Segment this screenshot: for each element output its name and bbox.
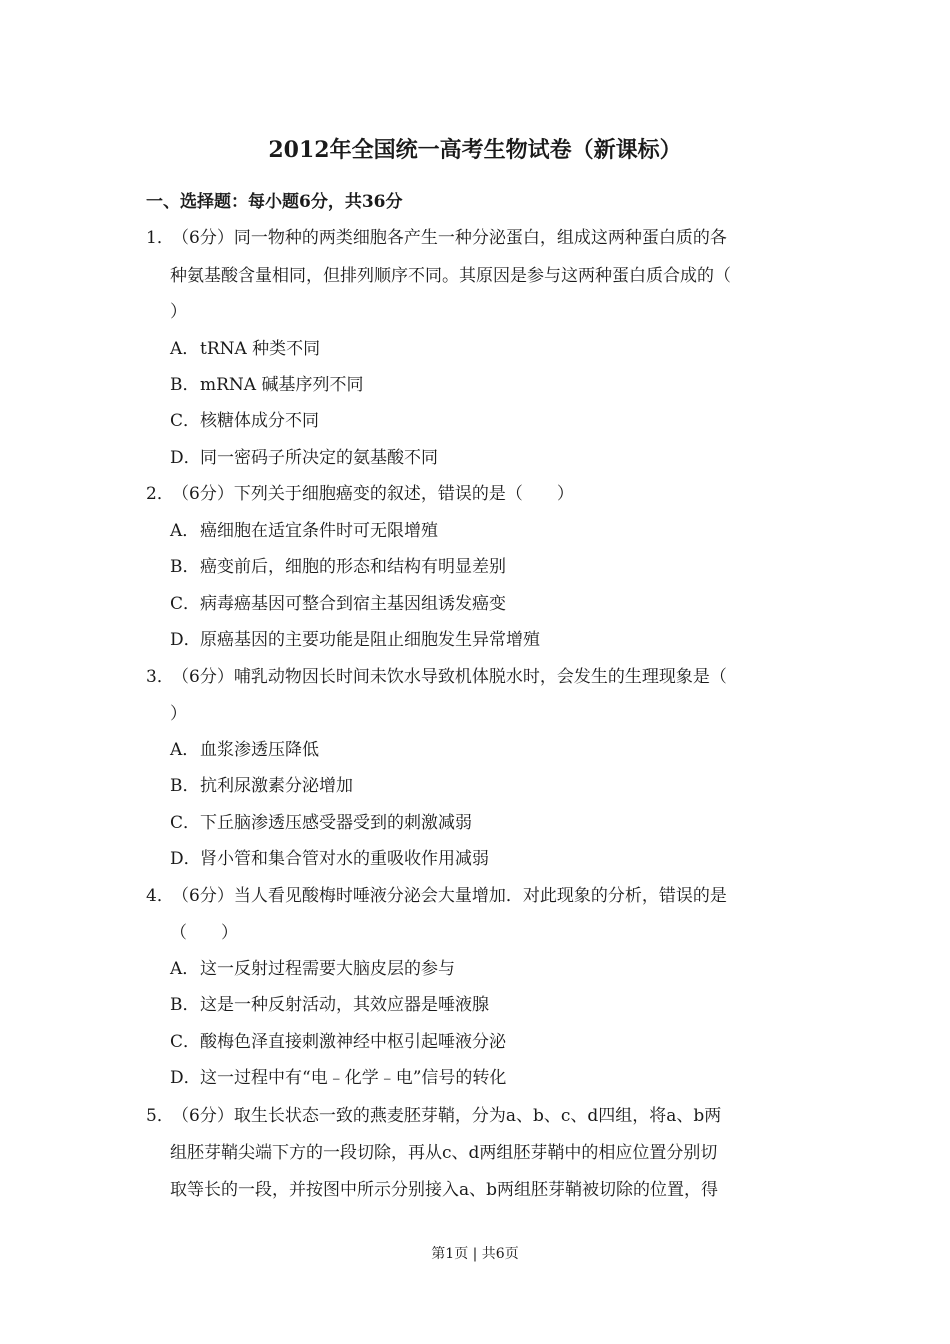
question-text: 种氨基酸含量相同，但排列顺序不同。其原因是参与这两种蛋白质合成的（: [170, 266, 731, 286]
option-c: [170, 1028, 506, 1056]
page-title: 2012年全国统一高考生物试卷（新课标）: [268, 137, 682, 163]
option-label: D．: [170, 849, 201, 869]
question-number: 3．: [146, 667, 174, 687]
question-text: 取等长的一段，并按图中所示分别接入a、b两组胚芽鞘被切除的位置，得: [170, 1180, 719, 1200]
option-label: B．: [170, 995, 200, 1015]
option-label: B．: [170, 375, 200, 395]
option-text: tRNA 种类不同: [200, 339, 321, 359]
option-text: 酸梅色泽直接刺激神经中枢引起唾液分泌: [200, 1032, 506, 1052]
option-a: [170, 955, 455, 983]
option-text: 核糖体成分不同: [200, 411, 319, 431]
question-number: 2．: [146, 484, 174, 504]
option-text: mRNA 碱基序列不同: [200, 375, 364, 395]
option-b: [170, 772, 353, 800]
question-text: 组胚芽鞘尖端下方的一段切除，再从c、d两组胚芽鞘中的相应位置分别切: [170, 1143, 718, 1163]
question-text: ）: [170, 302, 187, 322]
option-c: [170, 407, 319, 435]
option-text: 同一密码子所决定的氨基酸不同: [200, 448, 438, 468]
option-label: A．: [170, 521, 200, 541]
question-1: [146, 224, 727, 252]
option-text: 抗利尿激素分泌增加: [200, 776, 353, 796]
option-label: D．: [170, 1068, 201, 1088]
option-b: [170, 991, 489, 1019]
option-text: 肾小管和集合管对水的重吸收作用减弱: [200, 849, 489, 869]
option-label: C．: [170, 594, 201, 614]
option-label: A．: [170, 339, 200, 359]
option-text: 这是一种反射活动，其效应器是唾液腺: [200, 995, 489, 1015]
option-label: C．: [170, 1032, 201, 1052]
option-a: [170, 736, 319, 764]
option-label: A．: [170, 740, 200, 760]
option-a: [170, 335, 320, 363]
option-text: 这一过程中有“电﹣化学﹣电”信号的转化: [200, 1068, 507, 1088]
option-b: [170, 371, 363, 399]
option-text: 原癌基因的主要功能是阻止细胞发生异常增殖: [200, 630, 540, 650]
question-4: [146, 882, 727, 910]
option-text: 血浆渗透压降低: [200, 740, 319, 760]
option-text: 病毒癌基因可整合到宿主基因组诱发癌变: [200, 594, 506, 614]
option-label: A．: [170, 959, 200, 979]
option-label: D．: [170, 448, 201, 468]
option-text: 癌细胞在适宜条件时可无限增殖: [200, 521, 438, 541]
option-label: D．: [170, 630, 201, 650]
option-d: [170, 626, 540, 654]
question-2: [146, 480, 574, 508]
question-text: ）: [170, 704, 187, 724]
question-text: （6分）下列关于细胞癌变的叙述，错误的是（ ）: [172, 484, 574, 504]
question-text: （6分）当人看见酸梅时唾液分泌会大量增加．对此现象的分析，错误的是: [172, 886, 727, 906]
question-5: [146, 1102, 721, 1130]
option-d: [170, 845, 489, 873]
page-footer: 第1页 | 共6页: [431, 1246, 519, 1262]
option-text: 下丘脑渗透压感受器受到的刺激减弱: [200, 813, 472, 833]
option-c: [170, 809, 472, 837]
option-d: [170, 1064, 506, 1092]
question-number: 5．: [146, 1106, 174, 1126]
option-label: B．: [170, 557, 200, 577]
question-number: 1．: [146, 228, 174, 248]
question-text: （6分）同一物种的两类细胞各产生一种分泌蛋白，组成这两种蛋白质的各: [172, 228, 727, 248]
option-a: [170, 517, 438, 545]
section-heading: 一、选择题：每小题6分，共36分: [146, 192, 403, 212]
question-text: （6分）取生长状态一致的燕麦胚芽鞘，分为a、b、c、d四组，将a、b两: [172, 1106, 722, 1126]
question-number: 4．: [146, 886, 174, 906]
question-3: [146, 663, 727, 691]
option-text: 这一反射过程需要大脑皮层的参与: [200, 959, 455, 979]
option-b: [170, 553, 506, 581]
option-c: [170, 590, 506, 618]
option-label: C．: [170, 411, 201, 431]
option-label: B．: [170, 776, 200, 796]
question-text: （ ）: [170, 923, 238, 943]
question-text: （6分）哺乳动物因长时间未饮水导致机体脱水时，会发生的生理现象是（: [172, 667, 727, 687]
option-text: 癌变前后，细胞的形态和结构有明显差别: [200, 557, 506, 577]
option-label: C．: [170, 813, 201, 833]
option-d: [170, 444, 438, 472]
